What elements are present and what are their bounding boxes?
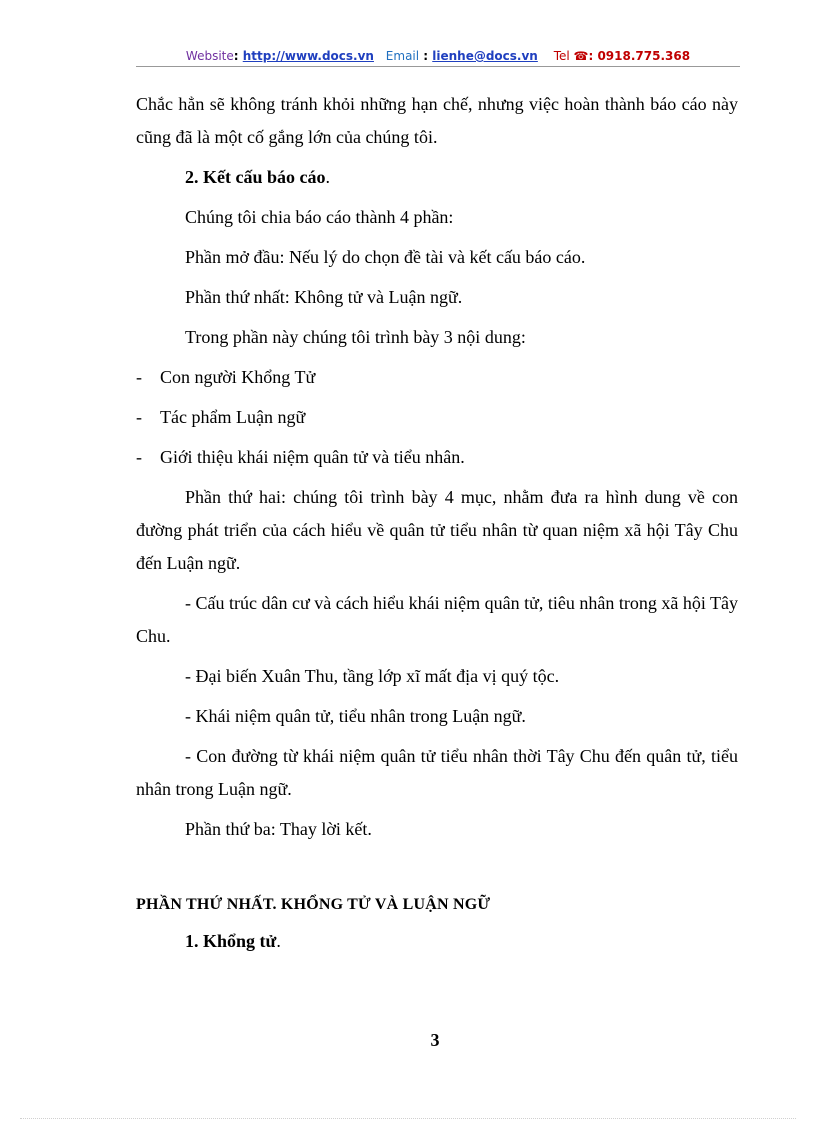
paragraph: - Con đường từ khái niệm quân tử tiểu nhân thời Tây Chu đến quân tử, tiểu nhân trong Luận ngữ. [136,746,738,799]
document-body [136,88,738,965]
paragraph: Phần thứ ba: Thay lời kết. [185,819,372,839]
section-heading-period: . [325,167,330,187]
paragraph: Chắc hẳn sẽ không tránh khỏi những hạn chế, nhưng việc hoàn thành báo cáo này cũng đã là một cố gắng lớn của chúng tôi. [136,94,738,147]
website-label: Website [185,49,234,63]
phone-icon: ☎ [573,49,589,63]
section-heading-text: 2. Kết cấu báo cáo [185,167,326,187]
paragraph: Phần thứ nhất: Không tử và Luận ngữ. [185,287,463,307]
page-number: 3 [430,1030,440,1050]
phone-number: : 0918.775.368 [588,49,691,63]
email-link[interactable]: lienhe@docs.vn [432,49,538,63]
paragraph: - Khái niệm quân tử, tiểu nhân trong Luận ngữ. [185,706,526,726]
page-header [136,49,740,63]
section-heading [136,161,738,194]
list-item [136,441,738,474]
list-item-text: Tác phẩm Luận ngữ [160,407,306,427]
tel-label: Tel [553,49,570,63]
email-label: Email [385,49,420,63]
paragraph: - Đại biến Xuân Thu, tầng lớp xĩ mất địa vị quý tộc. [185,666,560,686]
subsection-heading [136,925,738,958]
footer-divider [20,1118,796,1119]
list-item [136,361,738,394]
website-separator: : [233,49,243,63]
paragraph: Chúng tôi chia báo cáo thành 4 phần: [185,207,454,227]
bullet-mark: - [136,447,142,467]
header-divider [136,66,740,67]
paragraph: Trong phần này chúng tôi trình bày 3 nội dung: [185,327,526,347]
website-link[interactable]: http://www.docs.vn [242,49,374,63]
part-title: PHẦN THỨ NHẤT. KHỔNG TỬ VÀ LUẬN NGỮ [136,896,491,913]
bullet-mark: - [136,367,142,387]
subsection-heading-period: . [276,931,281,951]
paragraph: Phần thứ hai: chúng tôi trình bày 4 mục, nhằm đưa ra hình dung về con đường phát triển của cách hiểu về quân tử tiểu nhân từ quan niệm xã hội Tây Chu đến Luận ngữ. [136,487,738,573]
paragraph: - Cấu trúc dân cư và cách hiểu khái niệm quân tử, tiêu nhân trong xã hội Tây Chu. [136,593,739,646]
list-item-text: Giới thiệu khái niệm quân tử và tiểu nhân. [160,447,465,467]
bullet-mark: - [136,407,142,427]
subsection-heading-text: 1. Khổng tử [185,931,277,951]
email-separator: : [419,49,433,63]
list-item [136,401,738,434]
paragraph: Phần mở đầu: Nếu lý do chọn đề tài và kết cấu báo cáo. [185,247,586,267]
list-item-text: Con người Khổng Tử [160,367,316,387]
